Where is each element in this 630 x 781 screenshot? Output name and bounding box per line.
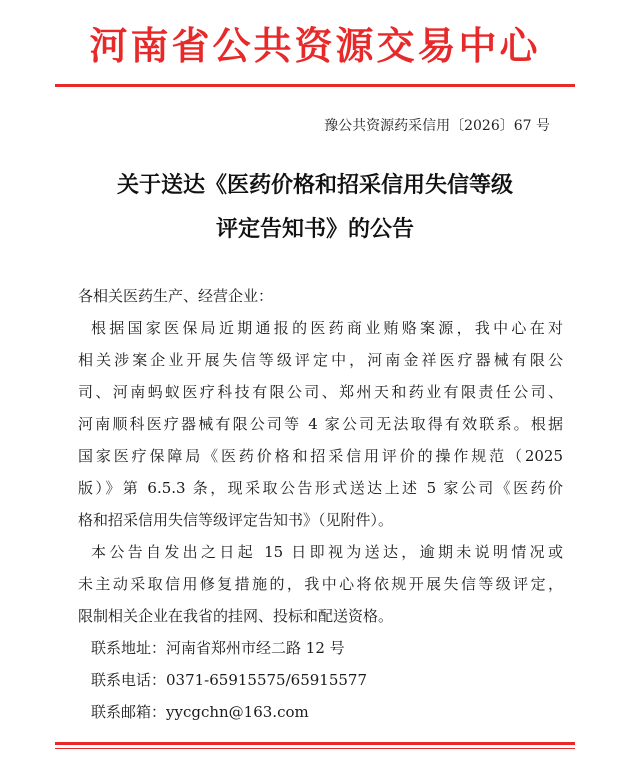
document-number: 豫公共资源药采信用〔2026〕67 号 bbox=[324, 118, 550, 134]
contact-email: 联系邮箱：yycgchn@163.com bbox=[91, 703, 309, 721]
document-title-line-2: 评定告知书》的公告 bbox=[215, 217, 414, 242]
paragraph-1-line-3: 司、河南蚂蚁医疗科技有限公司、郑州天和药业有限责任公司、 bbox=[78, 383, 563, 401]
issuer-header-title: 河南省公共资源交易中心 bbox=[89, 24, 541, 68]
paragraph-1-line-5: 国家医疗保障局《医药价格和招采信用评价的操作规范（2025 bbox=[78, 447, 563, 465]
header-red-rule bbox=[55, 84, 575, 87]
paragraph-1-line-2: 相关涉案企业开展失信等级评定中，河南金祥医疗器械有限公 bbox=[78, 351, 563, 369]
paragraph-1-line-4: 河南顺科医疗器械有限公司等 4 家公司无法取得有效联系。根据 bbox=[78, 415, 563, 433]
paragraph-2-line-3: 限制相关企业在我省的挂网、投标和配送资格。 bbox=[78, 607, 394, 625]
paragraph-1-line-7: 格和招采信用失信等级评定告知书》（见附件）。 bbox=[78, 511, 394, 529]
paragraph-2-line-1: 本公告自发出之日起 15 日即视为送达，逾期未说明情况或 bbox=[91, 543, 563, 561]
paragraph-2-line-2: 未主动采取信用修复措施的，我中心将依规开展失信等级评定， bbox=[78, 575, 563, 593]
salutation: 各相关医药生产、经营企业： bbox=[78, 287, 274, 305]
paragraph-1-line-1: 根据国家医保局近期通报的医药商业贿赂案源，我中心在对 bbox=[91, 319, 563, 337]
footer-red-rule-thick bbox=[55, 742, 575, 745]
paragraph-1-line-6: 版）》第 6.5.3 条，现采取公告形式送达上述 5 家公司《医药价 bbox=[78, 479, 563, 497]
contact-address: 联系地址：河南省郑州市经二路 12 号 bbox=[91, 639, 345, 657]
contact-phone: 联系电话：0371-65915575/65915577 bbox=[91, 671, 367, 689]
document-title-line-1: 关于送达《医药价格和招采信用失信等级 bbox=[116, 173, 513, 198]
footer-red-rule-thin bbox=[55, 748, 575, 749]
